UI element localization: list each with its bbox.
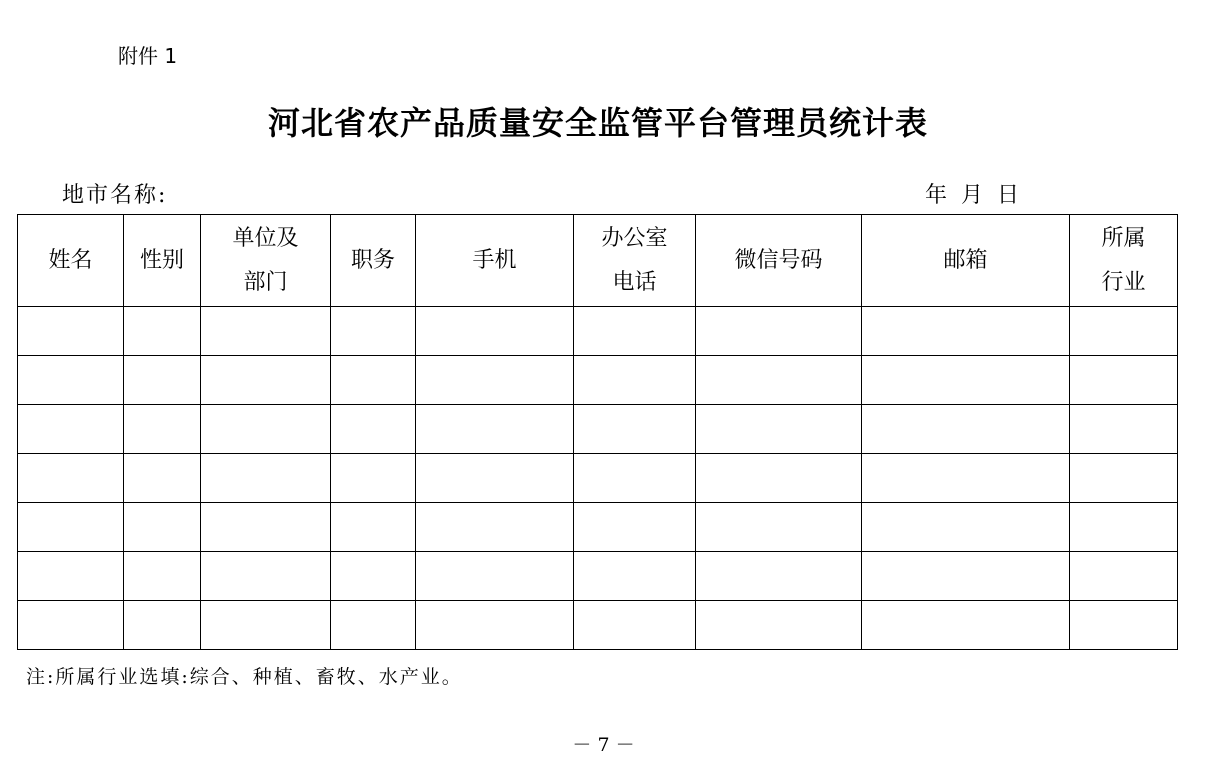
table-cell[interactable]: [124, 307, 201, 356]
table-cell[interactable]: [1070, 405, 1178, 454]
table-row: [18, 307, 1178, 356]
column-header-name: 姓名: [18, 215, 124, 307]
table-cell[interactable]: [574, 601, 696, 650]
table-cell[interactable]: [574, 503, 696, 552]
table-cell[interactable]: [201, 601, 331, 650]
table-cell[interactable]: [18, 503, 124, 552]
table-cell[interactable]: [416, 356, 574, 405]
table-cell[interactable]: [862, 356, 1070, 405]
table-cell[interactable]: [862, 601, 1070, 650]
table-cell[interactable]: [201, 454, 331, 503]
table-cell[interactable]: [124, 356, 201, 405]
table-cell[interactable]: [331, 454, 416, 503]
attachment-label: 附件 1: [118, 44, 178, 68]
table-cell[interactable]: [18, 552, 124, 601]
table-cell[interactable]: [201, 552, 331, 601]
table-cell[interactable]: [696, 307, 862, 356]
table-cell[interactable]: [201, 405, 331, 454]
column-header-gender: 性别: [124, 215, 201, 307]
table-cell[interactable]: [696, 454, 862, 503]
table-cell[interactable]: [1070, 503, 1178, 552]
table-cell[interactable]: [574, 405, 696, 454]
table-cell[interactable]: [18, 356, 124, 405]
column-header-industry: 所属 行业: [1070, 215, 1178, 307]
table-cell[interactable]: [416, 454, 574, 503]
table-cell[interactable]: [124, 601, 201, 650]
table-cell[interactable]: [416, 552, 574, 601]
table-cell[interactable]: [18, 454, 124, 503]
table-cell[interactable]: [1070, 552, 1178, 601]
column-header-unit-department: 单位及 部门: [201, 215, 331, 307]
table-cell[interactable]: [331, 601, 416, 650]
table-cell[interactable]: [862, 405, 1070, 454]
table-cell[interactable]: [1070, 454, 1178, 503]
table-cell[interactable]: [696, 552, 862, 601]
table-cell[interactable]: [574, 454, 696, 503]
table-cell[interactable]: [331, 307, 416, 356]
date-label: 年 月 日: [925, 183, 1019, 208]
table-cell[interactable]: [1070, 356, 1178, 405]
page-title: 河北省农产品质量安全监管平台管理员统计表: [267, 104, 928, 142]
table-row: [18, 454, 1178, 503]
table-cell[interactable]: [574, 307, 696, 356]
city-name-label: 地市名称:: [62, 183, 168, 208]
table-cell[interactable]: [416, 405, 574, 454]
table-row: [18, 552, 1178, 601]
table-cell[interactable]: [124, 503, 201, 552]
page-number: － 7 －: [572, 734, 635, 756]
table-cell[interactable]: [696, 405, 862, 454]
table-cell[interactable]: [862, 454, 1070, 503]
table-row: [18, 405, 1178, 454]
table-cell[interactable]: [696, 356, 862, 405]
table-row: [18, 503, 1178, 552]
table-cell[interactable]: [124, 405, 201, 454]
table-row: [18, 356, 1178, 405]
column-header-position: 职务: [331, 215, 416, 307]
column-header-email: 邮箱: [862, 215, 1070, 307]
table-cell[interactable]: [201, 356, 331, 405]
table-cell[interactable]: [574, 552, 696, 601]
table-cell[interactable]: [331, 405, 416, 454]
table-cell[interactable]: [201, 503, 331, 552]
table-cell[interactable]: [1070, 307, 1178, 356]
table-cell[interactable]: [331, 503, 416, 552]
table-cell[interactable]: [18, 307, 124, 356]
table-cell[interactable]: [416, 503, 574, 552]
column-header-wechat: 微信号码: [696, 215, 862, 307]
table-cell[interactable]: [574, 356, 696, 405]
table-cell[interactable]: [416, 307, 574, 356]
table-cell[interactable]: [696, 503, 862, 552]
footnote: 注:所属行业选填:综合、种植、畜牧、水产业。: [26, 666, 463, 688]
table-cell[interactable]: [862, 307, 1070, 356]
statistics-table: [17, 214, 1178, 650]
table-cell[interactable]: [862, 552, 1070, 601]
table-cell[interactable]: [416, 601, 574, 650]
table-row: [18, 601, 1178, 650]
table-cell[interactable]: [18, 601, 124, 650]
table-header-row: [18, 215, 1178, 307]
table-cell[interactable]: [331, 552, 416, 601]
table-cell[interactable]: [696, 601, 862, 650]
column-header-office-phone: 办公室 电话: [574, 215, 696, 307]
table-cell[interactable]: [331, 356, 416, 405]
table-cell[interactable]: [124, 552, 201, 601]
table-cell[interactable]: [1070, 601, 1178, 650]
table-cell[interactable]: [18, 405, 124, 454]
column-header-mobile: 手机: [416, 215, 574, 307]
table-cell[interactable]: [862, 503, 1070, 552]
table-cell[interactable]: [201, 307, 331, 356]
table-cell[interactable]: [124, 454, 201, 503]
